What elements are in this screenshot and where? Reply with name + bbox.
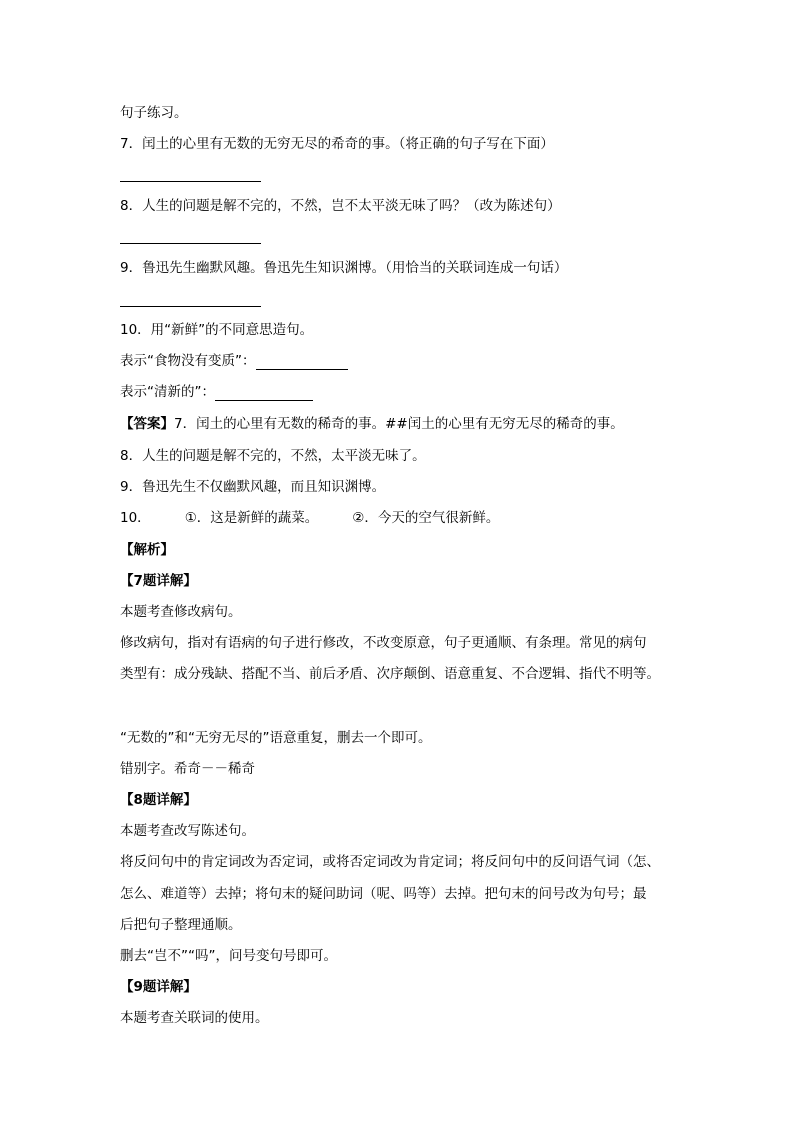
answer-blank-7[interactable] <box>120 181 261 182</box>
analysis-label: 【解析】 <box>120 542 174 558</box>
detail-7-line-1: 本题考查修改病句。 <box>120 604 242 620</box>
detail-7-label: 【7题详解】 <box>120 573 197 589</box>
answer-10-number: 10． <box>120 510 151 526</box>
answer-7: 7．闰土的心里有无数的稀奇的事。##闰土的心里有无穷无尽的稀奇的事。 <box>174 416 624 432</box>
detail-8-line-5: 删去“岂不”“吗”，问号变句号即可。 <box>120 948 337 964</box>
answer-8: 8．人生的问题是解不完的，不然，太平淡无味了。 <box>120 448 426 464</box>
detail-7-line-5: 错别字。希奇－－稀奇 <box>120 761 255 777</box>
question-10b-row <box>120 383 313 401</box>
detail-8-line-2: 将反问句中的肯定词改为否定词，或将否定词改为肯定词；将反问句中的反问语气词（怎、 <box>120 854 660 870</box>
answer-10-row <box>120 509 499 527</box>
detail-9-label: 【9题详解】 <box>120 979 197 995</box>
detail-9-line-1: 本题考查关联词的使用。 <box>120 1010 269 1026</box>
answer-10-item-2: ②．今天的空气很新鲜。 <box>352 510 500 526</box>
answer-blank-8[interactable] <box>120 243 261 244</box>
detail-7-line-4: “无数的”和“无穷无尽的”语意重复，删去一个即可。 <box>120 730 432 746</box>
detail-8-line-4: 后把句子整理通顺。 <box>120 917 242 933</box>
answer-7-row <box>120 415 624 433</box>
answer-9: 9．鲁迅先生不仅幽默风趣，而且知识渊博。 <box>120 479 386 495</box>
question-10: 10．用“新鲜”的不同意思造句。 <box>120 322 314 338</box>
detail-8-label: 【8题详解】 <box>120 792 197 808</box>
answer-10-item-1: ①．这是新鲜的蔬菜。 <box>184 510 319 526</box>
answer-blank-10b[interactable] <box>215 386 313 401</box>
question-10a-label: 表示“食物没有变质”： <box>120 353 256 369</box>
detail-8-line-1: 本题考查改写陈述句。 <box>120 823 255 839</box>
detail-7-line-3: 类型有：成分残缺、搭配不当、前后矛盾、次序颠倒、语意重复、不合逻辑、指代不明等。 <box>120 666 660 682</box>
section-title: 句子练习。 <box>120 105 188 121</box>
question-7: 7．闰土的心里有无数的无穷无尽的希奇的事。（将正确的句子写在下面） <box>120 136 554 152</box>
detail-7-line-2: 修改病句，指对有语病的句子进行修改，不改变原意，句子更通顺、有条理。常见的病句 <box>120 635 647 651</box>
answer-blank-10a[interactable] <box>256 355 348 370</box>
answer-label: 【答案】 <box>120 416 174 432</box>
answer-blank-9[interactable] <box>120 306 261 307</box>
question-9: 9．鲁迅先生幽默风趣。鲁迅先生知识渊博。（用恰当的关联词连成一句话） <box>120 260 568 276</box>
question-10a-row <box>120 352 348 370</box>
question-8: 8．人生的问题是解不完的，不然，岂不太平淡无味了吗？（改为陈述句） <box>120 198 561 214</box>
detail-8-line-3: 怎么、难道等）去掉；将句末的疑问助词（呢、吗等）去掉。把句末的问号改为句号；最 <box>120 886 647 902</box>
question-10b-label: 表示“清新的”： <box>120 384 215 400</box>
